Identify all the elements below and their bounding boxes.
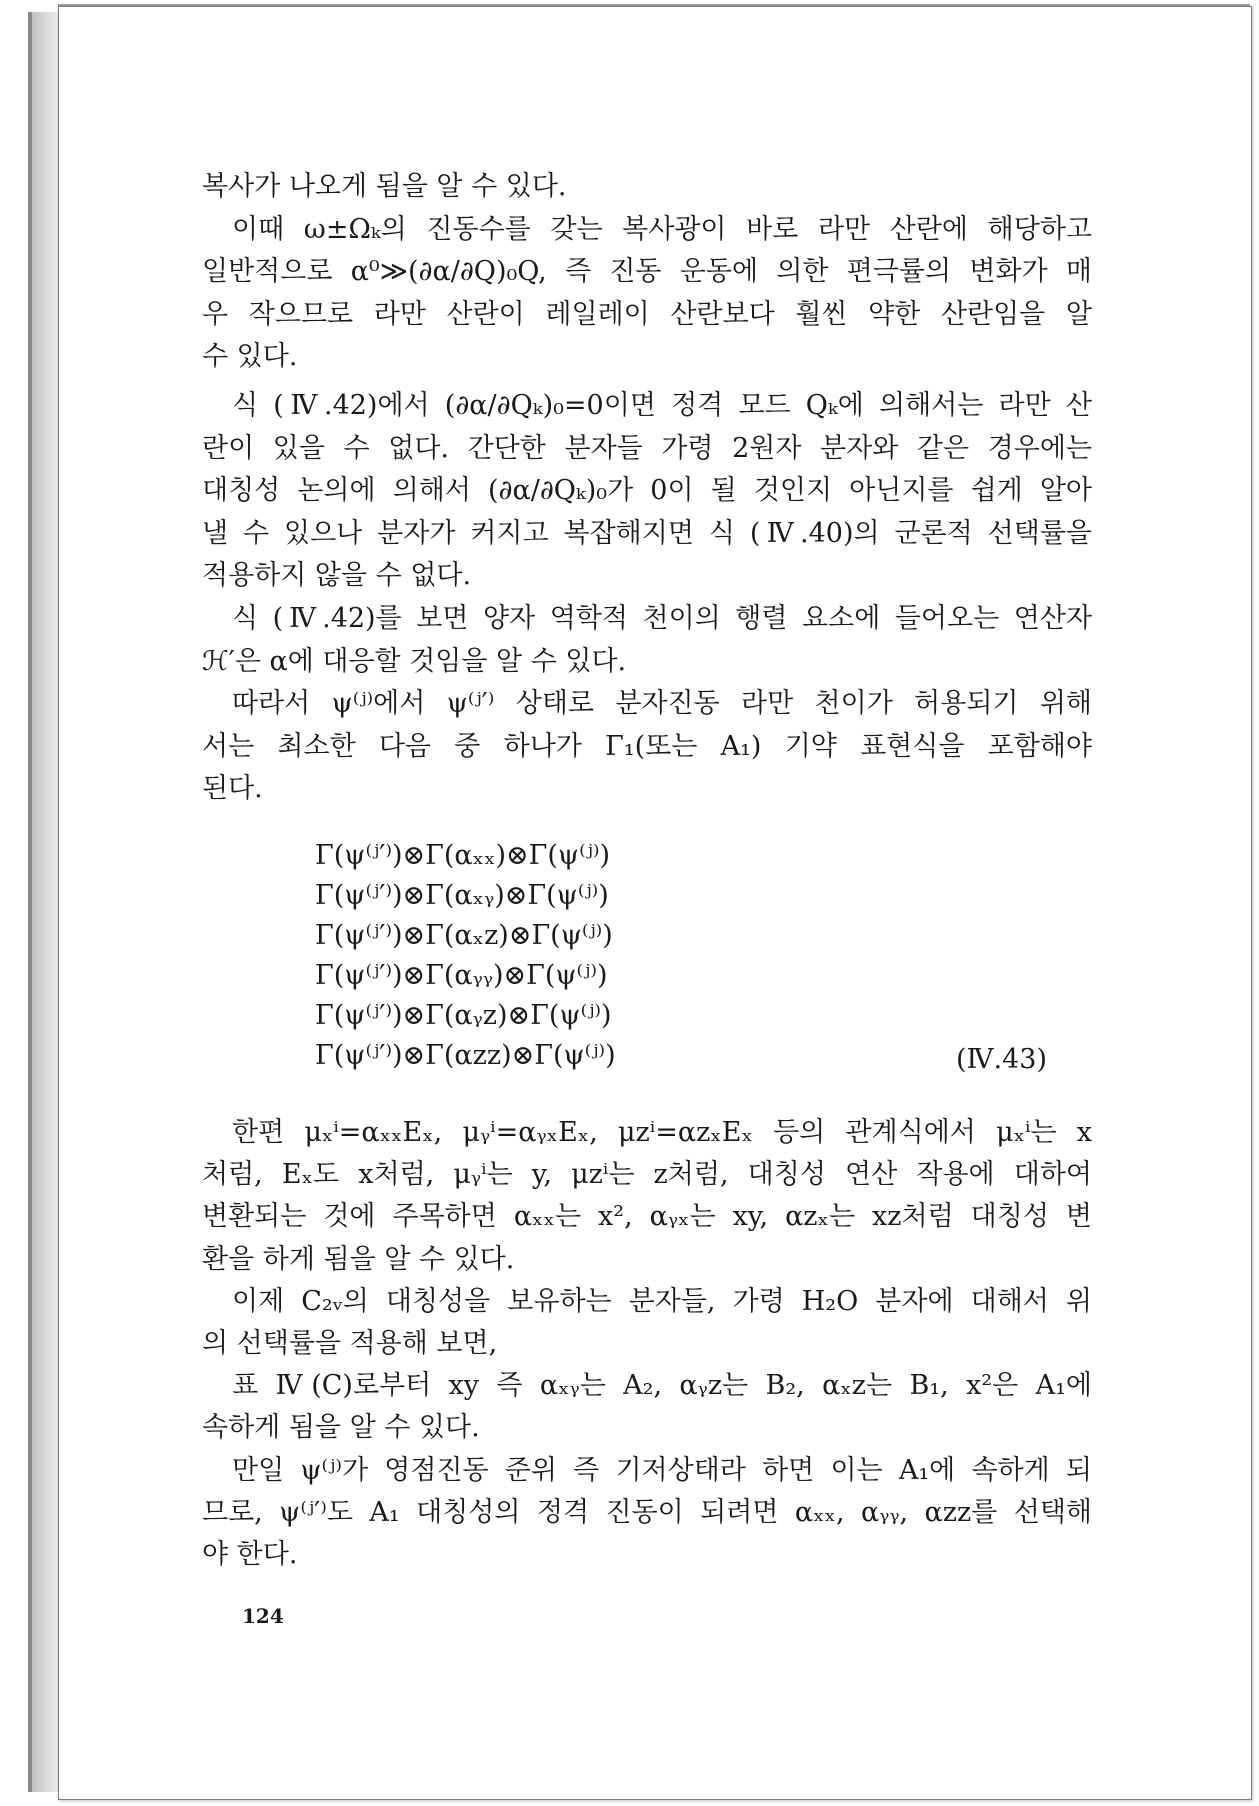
equation-line: Γ(ψ⁽ʲ′⁾)⊗Γ(αₓₓ)⊗Γ(ψ⁽ʲ⁾) <box>315 840 611 871</box>
text-line: 복사가 나오게 됨을 알 수 있다. <box>202 171 567 202</box>
equation-block <box>315 836 1105 1076</box>
text-line: 환을 하게 됨을 알 수 있다. <box>202 1243 515 1275</box>
equation-line: Γ(ψ⁽ʲ′⁾)⊗Γ(αᵧz)⊗Γ(ψ⁽ʲ⁾) <box>315 1000 612 1031</box>
text-line: 므로, ψ⁽ʲ′⁾도 A₁ 대칭성의 정격 진동이 되려면 αₓₓ, αᵧᵧ, αzz를 선택해 <box>202 1496 1092 1528</box>
text-line: 야 한다. <box>202 1539 298 1571</box>
equation-line: Γ(ψ⁽ʲ′⁾)⊗Γ(αₓᵧ)⊗Γ(ψ⁽ʲ⁾) <box>315 880 609 911</box>
text-line: 처럼, Eₓ도 x처럼, μᵧⁱ는 y, μzⁱ는 z처럼, 대칭성 연산 작용에 대하여 <box>202 1159 1092 1191</box>
text-line: 식 (Ⅳ.42)를 보면 양자 역학적 천이의 행렬 요소에 들어오는 연산자 <box>232 602 1092 634</box>
equation-number: (Ⅳ.43) <box>956 1044 1047 1075</box>
text-line: 변환되는 것에 주목하면 αₓₓ는 x², αᵧₓ는 xy, αzₓ는 xz처럼 대칭성 변 <box>202 1201 1092 1233</box>
text-line: 수 있다. <box>202 341 298 373</box>
text-line: 속하게 됨을 알 수 있다. <box>202 1412 480 1444</box>
text-line: 이때 ω±Ωₖ의 진동수를 갖는 복사광이 바로 라만 산란에 해당하고 <box>232 213 1092 245</box>
text-line: 적용하지 않을 수 없다. <box>202 560 472 592</box>
text-line: 우 작으므로 라만 산란이 레일레이 산란보다 훨씬 약한 산란임을 알 <box>202 298 1092 330</box>
text-line: 된다. <box>202 773 263 805</box>
upper-text-block <box>202 166 1092 811</box>
text-line: 한편 μₓⁱ=αₓₓEₓ, μᵧⁱ=αᵧₓEₓ, μzⁱ=αzₓEₓ 등의 관계식에서 μₓⁱ는 x <box>232 1117 1092 1148</box>
equation-line: Γ(ψ⁽ʲ′⁾)⊗Γ(αᵧᵧ)⊗Γ(ψ⁽ʲ⁾) <box>315 960 608 991</box>
text-line: 만일 ψ⁽ʲ⁾가 영점진동 준위 즉 기저상태라 하면 이는 A₁에 속하게 되 <box>232 1454 1092 1486</box>
lower-text-block <box>202 1112 1092 1576</box>
text-line: 서는 최소한 다음 중 하나가 Γ₁(또는 A₁) 기약 표현식을 포함해야 <box>202 730 1092 762</box>
book-spine-edge <box>28 12 60 1792</box>
text-line: 낼 수 있으나 분자가 커지고 복잡해지면 식 (Ⅳ.40)의 군론적 선택률을 <box>202 517 1092 549</box>
text-line: ℋ′은 α에 대응할 것임을 알 수 있다. <box>202 645 627 677</box>
text-line: 식 (Ⅳ.42)에서 (∂α/∂Qₖ)₀=0이면 정격 모드 Qₖ에 의해서는 라만 산 <box>232 389 1092 421</box>
text-line: 이제 C₂ᵥ의 대칭성을 보유하는 분자들, 가령 H₂O 분자에 대해서 위 <box>232 1285 1092 1317</box>
text-line: 대칭성 논의에 의해서 (∂α/∂Qₖ)₀가 0이 될 것인지 아닌지를 쉽게 알아 <box>202 475 1092 507</box>
book-spine-shadow <box>28 12 32 1792</box>
equation-line: Γ(ψ⁽ʲ′⁾)⊗Γ(αzz)⊗Γ(ψ⁽ʲ⁾) <box>315 1040 616 1071</box>
page-number: 124 <box>242 1604 284 1628</box>
text-line: 따라서 ψ⁽ʲ⁾에서 ψ⁽ʲ′⁾ 상태로 분자진동 라만 천이가 허용되기 위해 <box>232 688 1092 720</box>
text-line: 표 Ⅳ(C)로부터 xy 즉 αₓᵧ는 A₂, αᵧz는 B₂, αₓz는 B₁, x²은 A₁에 <box>232 1370 1092 1402</box>
text-line: 란이 있을 수 없다. 간단한 분자들 가령 2원자 분자와 같은 경우에는 <box>202 432 1092 464</box>
text-line: 의 선택률을 적용해 보면, <box>202 1328 498 1360</box>
text-line: 일반적으로 α⁰≫(∂α/∂Q)₀Q, 즉 진동 운동에 의한 편극률의 변화가 매 <box>202 256 1092 288</box>
equation-line: Γ(ψ⁽ʲ′⁾)⊗Γ(αₓz)⊗Γ(ψ⁽ʲ⁾) <box>315 920 613 951</box>
